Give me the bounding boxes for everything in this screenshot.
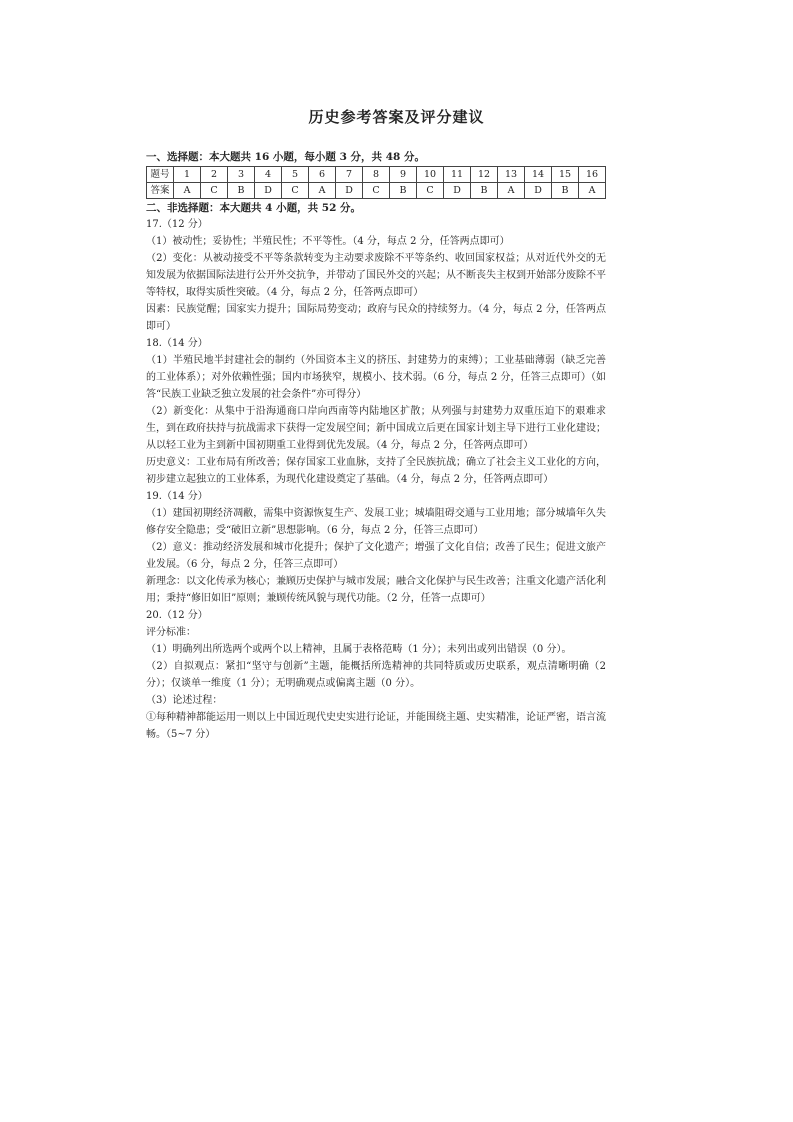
table-cell: A — [174, 183, 201, 199]
document-body — [146, 150, 606, 743]
answer-paragraph: （1）半殖民地半封建社会的制约（外国资本主义的挤压、封建势力的束缚）；工业基础薄弱（缺乏完善的工业体系）；对外依赖性强；国内市场狭窄，规模小、技术弱。（6 分，每点 2 分，任答三点即可）（如答“民族工业缺乏独立发展的社会条件”亦可得分） — [146, 355, 606, 400]
document-title: 历史参考答案及评分建议 — [308, 108, 485, 126]
answer-paragraph: （2）意义：推动经济发展和城市化提升；保护了文化遗产；增强了文化自信；改善了民生；促进文旅产业发展。（6 分，每点 2 分，任答三点即可） — [146, 542, 606, 570]
table-cell: A — [579, 183, 606, 199]
answer-paragraph: （2）自拟观点：紧扣“坚守与创新”主题，能概括所选精神的共同特质或历史联系，观点清晰明确（2 分）；仅谈单一维度（1 分）；无明确观点或偏离主题（0 分）。 — [146, 661, 606, 689]
answer-table — [146, 166, 606, 199]
table-cell: B — [552, 183, 579, 199]
table-cell: B — [228, 183, 255, 199]
table-cell: C — [282, 183, 309, 199]
table-cell: 7 — [336, 167, 363, 183]
table-cell: 11 — [444, 167, 471, 183]
table-cell: 1 — [174, 167, 201, 183]
table-header-number: 题号 — [147, 167, 174, 183]
table-cell: 15 — [552, 167, 579, 183]
answer-paragraph: ①每种精神都能运用一则以上中国近现代史史实进行论证，并能围绕主题、史实精准，论证严密，语言流畅。（5~7 分） — [146, 712, 606, 740]
table-cell: C — [201, 183, 228, 199]
scoring-criteria-label: 评分标准： — [146, 627, 196, 638]
answer-paragraph: （2）新变化：从集中于沿海通商口岸向西南等内陆地区扩散；从列强与封建势力双重压迫下的艰难求生，到在政府扶持与抗战需求下获得一定发展空间；新中国成立后更在国家计划主导下进行工业化建设；从以轻工业为主到新中国初期重工业得到优先发展。（4 分，每点 2 分，任答两点即可） — [146, 406, 606, 451]
table-cell: B — [390, 183, 417, 199]
table-cell: 2 — [201, 167, 228, 183]
table-row-answers — [147, 183, 606, 199]
answer-paragraph: 因素：民族觉醒；国家实力提升；国际局势变动；政府与民众的持续努力。（4 分，每点 2 分，任答两点即可） — [146, 304, 606, 332]
question-20-heading: 20.（12 分） — [146, 610, 208, 621]
table-header-answer: 答案 — [147, 183, 174, 199]
table-cell: 8 — [363, 167, 390, 183]
section-heading-choice: 一、选择题：本大题共 16 小题，每小题 3 分，共 48 分。 — [146, 151, 425, 163]
table-cell: 5 — [282, 167, 309, 183]
question-19-heading: 19.（14 分） — [146, 491, 208, 502]
answer-paragraph: （1）明确列出所选两个或两个以上精神，且属于表格范畴（1 分）；未列出或列出错误（0 分）。 — [146, 644, 572, 655]
table-cell: 12 — [471, 167, 498, 183]
table-cell: A — [498, 183, 525, 199]
table-cell: C — [363, 183, 390, 199]
section-heading-nonchoice: 二、非选择题：本大题共 4 小题，共 52 分。 — [146, 202, 362, 214]
answer-paragraph: （1）被动性；妥协性；半殖民性；不平等性。（4 分，每点 2 分，任答两点即可） — [146, 236, 510, 247]
table-cell: A — [309, 183, 336, 199]
table-row-numbers — [147, 167, 606, 183]
table-cell: 3 — [228, 167, 255, 183]
question-17-heading: 17.（12 分） — [146, 219, 208, 230]
table-cell: 6 — [309, 167, 336, 183]
answer-paragraph: （3）论述过程： — [146, 695, 223, 706]
question-18-heading: 18.（14 分） — [146, 338, 208, 349]
table-cell: 10 — [417, 167, 444, 183]
table-cell: 9 — [390, 167, 417, 183]
answer-paragraph: 新理念：以文化传承为核心；兼顾历史保护与城市发展；融合文化保护与民生改善；注重文化遗产活化利用；秉持“修旧如旧”原则；兼顾传统风貌与现代功能。（2 分，任答一点即可） — [146, 576, 606, 604]
table-cell: 13 — [498, 167, 525, 183]
answer-paragraph: （1）建国初期经济凋敝，需集中资源恢复生产、发展工业；城墙阻碍交通与工业用地；部分城墙年久失修存安全隐患；受“破旧立新”思想影响。（6 分，每点 2 分，任答三点即可） — [146, 508, 606, 536]
table-cell: D — [444, 183, 471, 199]
table-cell: 4 — [255, 167, 282, 183]
table-cell: 14 — [525, 167, 552, 183]
table-cell: C — [417, 183, 444, 199]
table-cell: D — [525, 183, 552, 199]
table-cell: D — [255, 183, 282, 199]
table-cell: B — [471, 183, 498, 199]
answer-paragraph: （2）变化：从被动接受不平等条款转变为主动要求废除不平等条约、收回国家权益；从对近代外交的无知发展为依据国际法进行公开外交抗争，并带动了国民外交的兴起；从不断丧失主权到开始部分废除不平等特权，取得实质性突破。（4 分，每点 2 分，任答两点即可） — [146, 253, 606, 298]
answer-paragraph: 历史意义：工业布局有所改善；保存国家工业血脉，支持了全民族抗战；确立了社会主义工业化的方向，初步建立起独立的工业体系，为现代化建设奠定了基础。（4 分，每点 2 分，任答两点即可） — [146, 457, 606, 485]
table-cell: 16 — [579, 167, 606, 183]
table-cell: D — [336, 183, 363, 199]
